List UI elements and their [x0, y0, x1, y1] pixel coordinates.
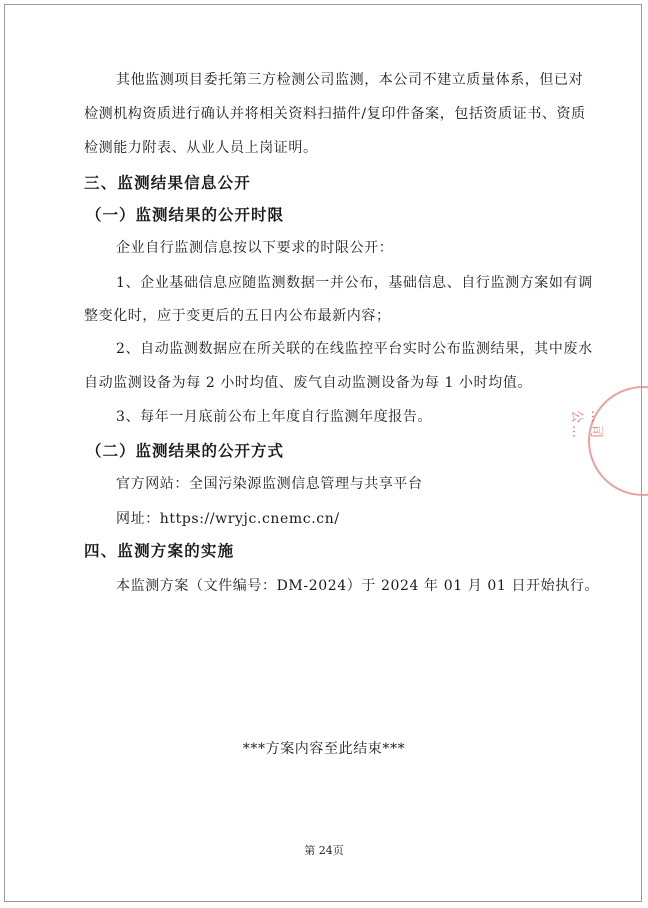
- section4-heading: 四、监测方案的实施: [84, 542, 235, 560]
- sub1-heading: （一）监测结果的公开时限: [86, 206, 285, 224]
- stamp-text: …司公…: [569, 410, 603, 441]
- website-url: 网址：https://wryjc.cnemc.cn/: [116, 511, 340, 527]
- para-intro-line2: 检测机构资质进行确认并将相关资料扫描件/复印件备案，包括资质证书、资质: [84, 106, 586, 122]
- item2-line1: 2、自动监测数据应在所关联的在线监控平台实时公布监测结果，其中废水: [116, 341, 593, 357]
- end-note: ***方案内容至此结束***: [242, 741, 406, 757]
- item1-line2: 整变化时，应于变更后的五日内公布最新内容；: [84, 308, 391, 324]
- page-number: 第 24页: [304, 844, 344, 857]
- section3-heading: 三、监测结果信息公开: [84, 174, 252, 192]
- para-intro-line1: 其他监测项目委托第三方检测公司监测，本公司不建立质量体系，但已对: [116, 72, 584, 88]
- official-site: 官方网站：全国污染源监测信息管理与共享平台: [116, 476, 423, 492]
- sub2-heading: （二）监测结果的公开方式: [86, 442, 285, 460]
- item1-line1: 1、企业基础信息应随监测数据一并公布，基础信息、自行监测方案如有调: [116, 275, 593, 291]
- item2-line2: 自动监测设备为每 2 小时均值、废气自动监测设备为每 1 小时均值。: [84, 375, 533, 391]
- item3: 3、每年一月底前公布上年度自行监测年度报告。: [116, 409, 433, 425]
- implementation-text: 本监测方案（文件编号：DM-2024）于 2024 年 01 月 01 日开始执行。: [116, 578, 600, 594]
- para-intro-line3: 检测能力附表、从业人员上岗证明。: [84, 140, 318, 156]
- sub1-intro: 企业自行监测信息按以下要求的时限公开：: [116, 240, 394, 256]
